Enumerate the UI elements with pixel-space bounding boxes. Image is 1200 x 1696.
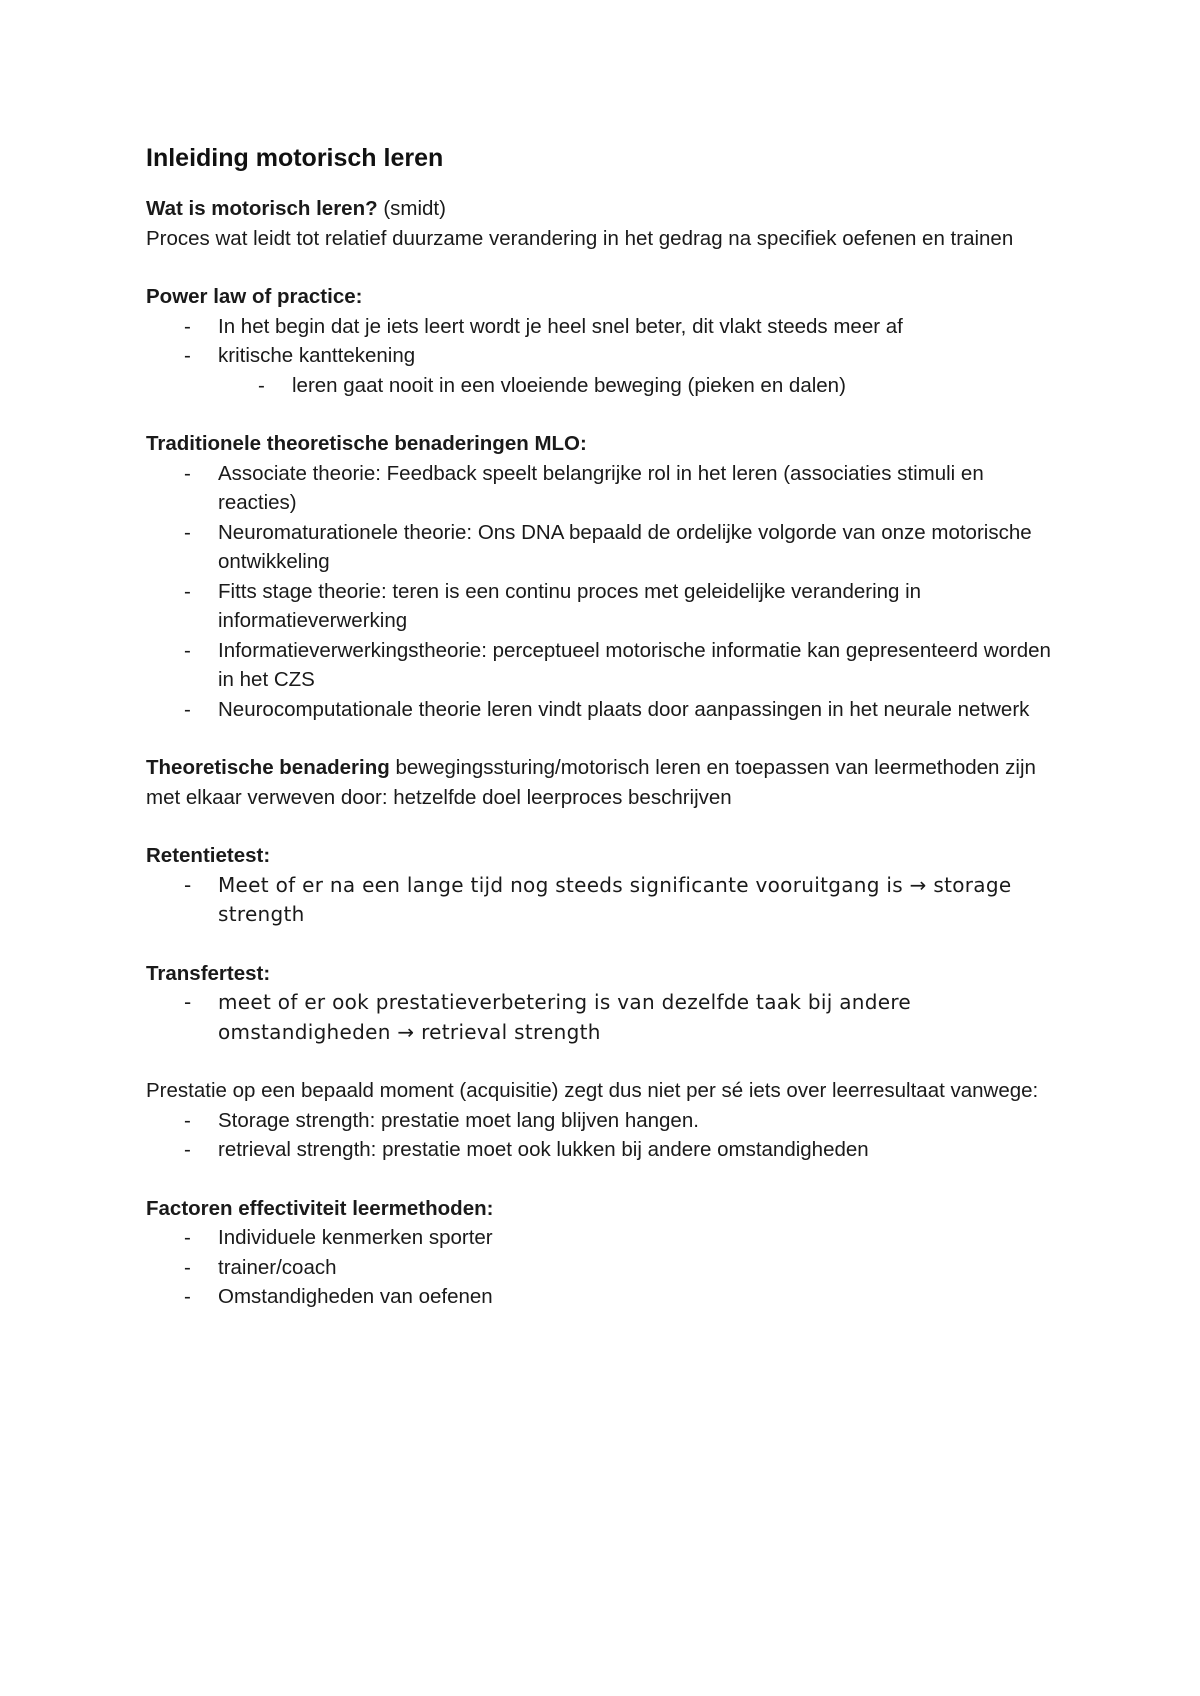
bullet-list [146,459,1066,725]
list-item: - Meet of er na een lange tijd nog steeds significante vooruitgang is → storage strength [146,871,1066,930]
list-item-nested: - leren gaat nooit in een vloeiende beweging (pieken en dalen) [146,371,1066,401]
bullet-list [146,312,1066,401]
heading-suffix: (smidt) [377,197,446,220]
list-item: - meet of er ook prestatieverbetering is van dezelfde taak bij andere omstandigheden → retrieval strength [146,988,1066,1047]
document-title: Inleiding motorisch leren [146,144,444,172]
section-heading: Wat is motorisch leren? [146,197,378,220]
paragraph [146,753,1066,812]
list-item: - Neuromaturationele theorie: Ons DNA bepaald de ordelijke volgorde van onze motorische ontwikkeling [146,518,1066,577]
list-item: - Storage strength: prestatie moet lang blijven hangen. [146,1106,1066,1136]
section-effectiveness-factors [146,1194,1066,1312]
section-retention-test [146,841,1066,930]
section-traditional-theories [146,429,1066,724]
section-heading: Traditionele theoretische benaderingen MLO: [146,432,587,455]
section-heading: Retentietest: [146,844,271,867]
paragraph: Prestatie op een bepaald moment (acquisitie) zegt dus niet per sé iets over leerresultaat vanwege: [146,1079,1039,1102]
section-power-law [146,282,1066,400]
list-item: - In het begin dat je iets leert wordt je heel snel beter, dit vlakt steeds meer af [146,312,1066,342]
list-item: - Omstandigheden van oefenen [146,1282,1066,1312]
inline-heading: Theoretische benadering [146,756,390,779]
list-item: - Informatieverwerkingstheorie: perceptueel motorische informatie kan gepresenteerd worden in het CZS [146,636,1066,695]
document-page [146,140,1066,1341]
section-definition [146,194,1066,253]
section-heading: Factoren effectiviteit leermethoden: [146,1196,494,1220]
list-item: - Neurocomputationale theorie leren vindt plaats door aanpassingen in het neurale netwerk [146,695,1066,725]
list-item: - kritische kanttekening [146,341,1066,371]
section-heading: Power law of practice: [146,285,363,308]
section-heading-line [146,194,1066,224]
list-item: - Individuele kenmerken sporter [146,1223,1066,1253]
paragraph: Proces wat leidt tot relatief duurzame verandering in het gedrag na specifiek oefenen en trainen [146,226,1014,250]
bullet-list [146,1223,1066,1312]
paragraph-text: bewegingssturing/motorisch leren en toepassen van leermethoden zijn met elkaar verweven door: hetzelfde doel leerproces beschrijven [146,756,1036,809]
list-item: - Fitts stage theorie: teren is een continu proces met geleidelijke verandering in informatieverwerking [146,577,1066,636]
section-performance [146,1076,1066,1165]
section-transfer-test [146,959,1066,1048]
list-item: - retrieval strength: prestatie moet ook lukken bij andere omstandigheden [146,1135,1066,1165]
bullet-list [146,988,1066,1047]
bullet-list [146,871,1066,930]
bullet-list [146,1106,1066,1165]
list-item: - Associate theorie: Feedback speelt belangrijke rol in het leren (associaties stimuli en reacties) [146,459,1066,518]
section-theoretical-approach [146,753,1066,812]
section-heading: Transfertest: [146,961,271,985]
list-item: - trainer/coach [146,1253,1066,1283]
